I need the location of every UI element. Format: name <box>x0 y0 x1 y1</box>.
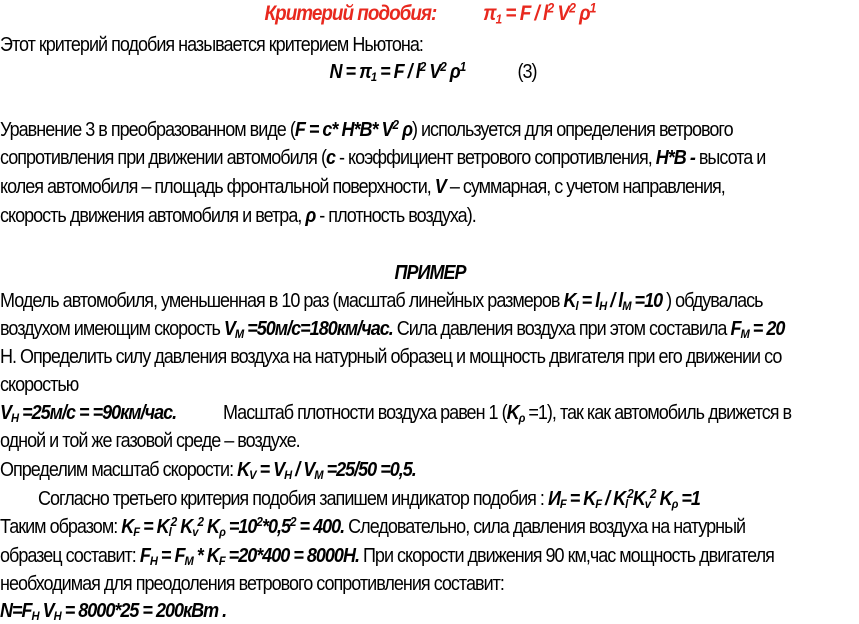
example-line3: Н. Определить силу давления воздуха на натурный образец и мощность двигателя при его движении со <box>0 346 782 368</box>
example-line2: воздухом имеющим скорость $V_М =50м/с=180км/час$. Сила давления воздуха при этом составила $F_М = 20$ <box>0 318 785 342</box>
example-line9: Таким образом: $K_F = K_l^2$ $K_v^2$ $K_\rho =10^2*0,5^2 = 400$. Следовательно, сила давления воздуха на натурный <box>0 513 746 540</box>
equation-number: (3) <box>516 61 536 83</box>
example-line12: $N=F_Н$ $V_Н = 8000*25 = 200кВт$ . <box>0 600 227 624</box>
title-text: Критерий подобия: <box>264 2 436 25</box>
para1-line4: скорость движения автомобиля и ветра, ρ - плотность воздуха). <box>0 205 476 227</box>
slide-title <box>264 0 595 27</box>
title-formula: $\pi_1 = F / l^2$ $V^2$ $\rho^1$ <box>482 0 595 27</box>
para1-line3: колея автомобиля – площадь фронтальной поверхности, V – суммарная, с учетом направления, <box>0 176 725 198</box>
example-line10: образец составит: $F_Н = F_М * K_F =20*400 = 8000Н$. При скорости движения 90 км,час мощность двигателя <box>0 545 774 569</box>
para1-line1: Уравнение 3 в преобразованном виде (F = c* H*B* $V^2$ ρ) используется для определения ветрового <box>0 116 733 141</box>
example-heading: ПРИМЕР <box>394 262 465 284</box>
para1-line2: сопротивления при движении автомобиля (c - коэффициент ветрового сопротивления, H*B - высота и <box>0 147 766 169</box>
example-line5: $V_Н =25м/с = =90км/час$. Масштаб плотности воздуха равен 1 $(K_\rho =1)$, так как автомобиль движется в <box>0 402 792 426</box>
example-line4: скоростью <box>0 374 79 396</box>
equation-3: $N = \pi_1 = F / l^2$ $V^2$ $\rho^1$ (3) <box>329 58 536 85</box>
example-line1: Модель автомобиля, уменьшенная в 10 раз (масштаб линейных размеров $K_l = l_Н / l_М =10$ ) обдувалась <box>0 290 763 314</box>
example-line7: Определим масштаб скорости: $K_V = V_Н / V_М =25/50 =0,5$. <box>0 459 416 483</box>
intro-line: Этот критерий подобия называется критерием Ньютона: <box>0 34 423 56</box>
example-line11: необходимая для преодоления ветрового сопротивления составит: <box>0 573 504 595</box>
example-line6: одной и той же газовой среде – воздухе. <box>0 430 300 452</box>
example-line8: Согласно третьего критерия подобия запишем индикатор подобия : $И_F = K_F / K_l^2K_v^2$ $K_\rho =1$ <box>38 485 700 512</box>
